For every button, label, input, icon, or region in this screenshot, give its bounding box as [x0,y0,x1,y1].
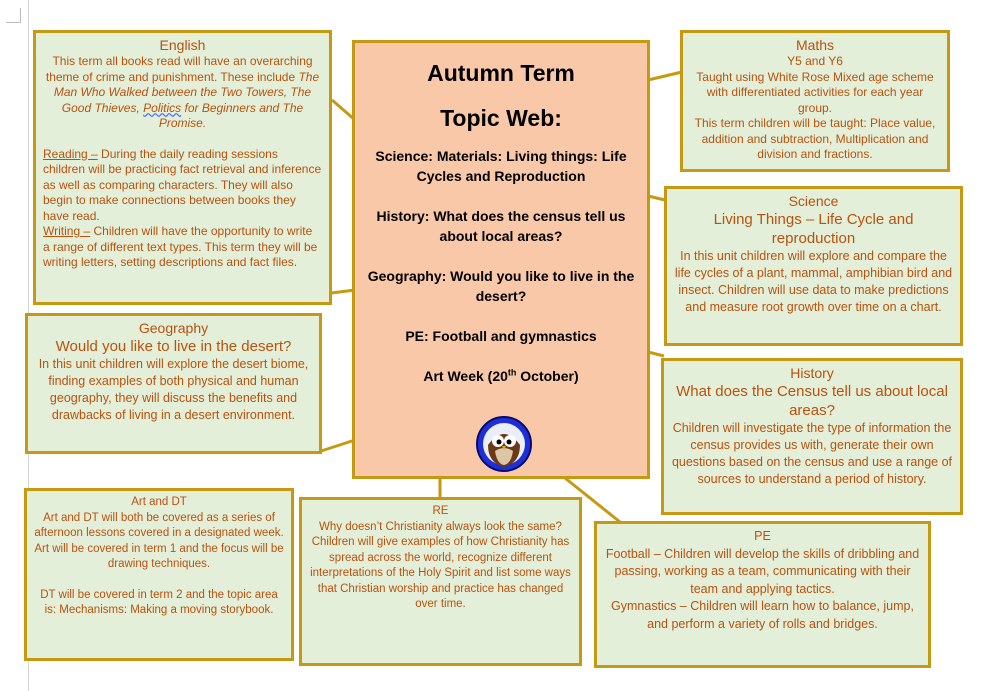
science-heading: Science [788,193,839,209]
art-dt-box [24,488,294,661]
center-pe: PE: Football and gymnastics [405,328,597,344]
history-body: Children will investigate the type of information the census provides us with, generate their own questions based on the census and use a range of sources to understand a period of history. [671,421,953,486]
topic-web-center [352,40,650,479]
maths-scheme: Taught using White Rose Mixed age scheme with differentiated activities for each year group. [696,69,934,115]
center-geography: Geography: Would you like to live in the desert? [367,268,635,304]
history-heading: History [790,365,834,381]
pe-football: Football – Children will develop the skills of dribbling and passing, working as a team, communicating with their team and applying tactics. [605,546,920,596]
english-writing: Writing – Children will have the opportunity to write a range of different text types. This term they will be writing letters, setting descriptions and fact files. [43,224,318,269]
connector-geography [318,440,355,452]
geography-body: In this unit children will explore the desert biome, finding examples of both physical and human geography, they will discuss the benefits and drawbacks of living in a desert environment. [38,357,309,422]
art-dt-body-1: Art and DT will both be covered as a series of afternoon lessons covered in a designated week. Art will be covered in term 1 and the focus will be drawing techniques. [34,511,284,570]
owl-icon [475,415,533,473]
english-reading: Reading – During the daily reading sessions children will be practicing fact retrieval and inference as well as comparing characters. They will also begin to make connections between books they have read. [43,146,322,223]
english-box [33,30,332,305]
english-intro: This term all books read will have an overarching theme of crime and punishment. These include The Man Who Walked between the Two Towers, The Good Thieves, Politics for Beginners and The Promise. [45,54,320,130]
re-question: Why doesn’t Christianity always look the same? [319,520,562,533]
maths-content: This term children will be taught: Place value, addition and subtraction, Multiplication and division and fractions. [694,116,936,161]
pe-gymnastics: Gymnastics – Children will learn how to balance, jump, and perform a variety of rolls and bridges. [611,599,914,631]
pe-box [594,521,931,668]
connector-maths [648,72,682,80]
center-science: Science: Materials: Living things: Life Cycles and Reproduction [375,148,627,184]
science-box [664,186,963,346]
science-subheading: Living Things – Life Cycle and reproduction [713,211,914,247]
pe-heading: PE [754,529,771,543]
center-history: History: What does the census tell us about local areas? [376,208,626,244]
re-box [299,497,582,666]
geography-heading: Geography [138,320,209,336]
connector-history [648,352,664,356]
maths-heading: Maths [795,37,835,53]
maths-years: Y5 and Y6 [787,54,843,68]
connector-science [648,196,665,200]
maths-box [680,30,950,172]
science-body: In this unit children will explore and compare the life cycles of a plant, mammal, amphibian bird and insect. Children will use data to make predictions and measure root growth over time on a chart. [674,249,953,314]
center-art-week: Art Week (20th October) [423,367,579,384]
geography-box [25,313,322,454]
english-heading: English [159,37,206,53]
history-subheading: What does the Census tell us about local areas? [676,383,948,419]
topic-web-title: Topic Web: [440,105,562,131]
history-box [661,358,963,515]
re-heading: RE [432,505,449,517]
re-body: Children will give examples of how Christianity has spread across the world, recognize different interpretations of the Holy Spirit and list some ways that Christian worship and practice has changed over time. [310,536,571,610]
term-title: Autumn Term [427,60,575,86]
geography-subheading: Would you like to live in the desert? [55,338,292,355]
art-dt-heading: Art and DT [131,496,187,508]
art-dt-body-2: DT will be covered in term 2 and the topic area is: Mechanisms: Making a moving storybook. [40,588,278,616]
